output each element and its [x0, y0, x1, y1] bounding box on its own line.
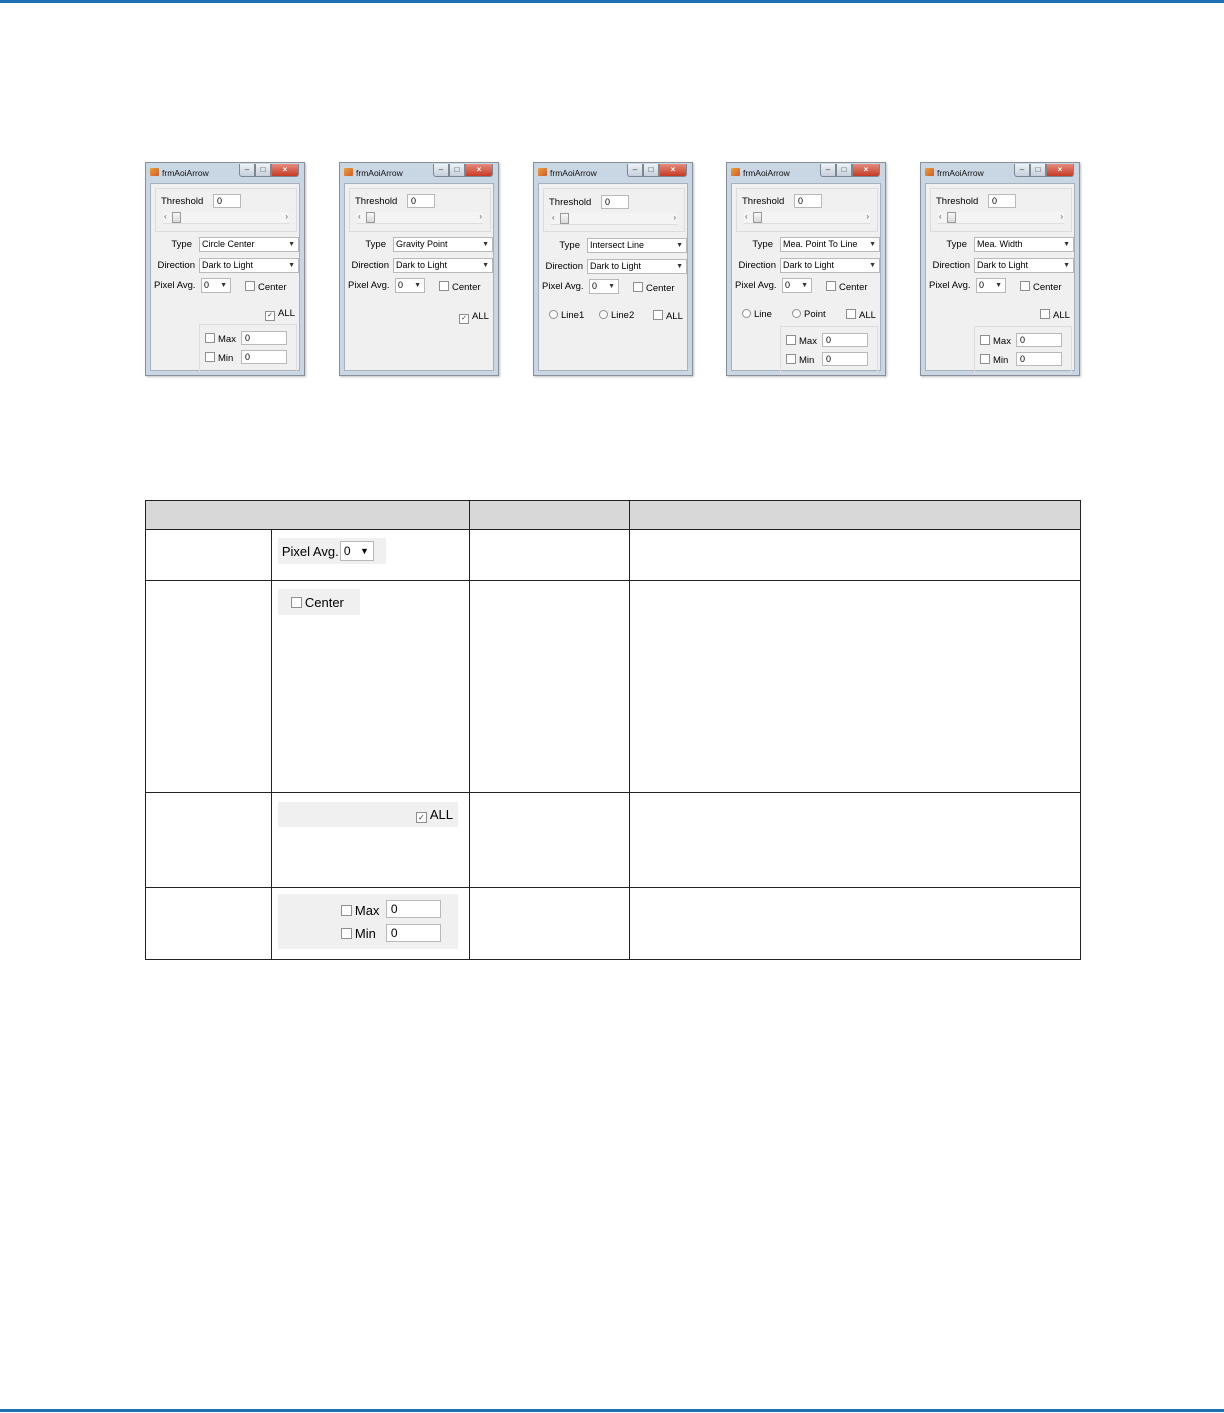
all-label: ALL: [859, 310, 876, 321]
type-value: Intersect Line: [590, 240, 645, 250]
checkbox-checked-icon[interactable]: ✓: [416, 812, 427, 823]
client-area: [150, 183, 300, 371]
minimize-icon[interactable]: –: [433, 164, 449, 177]
table-cell: [271, 793, 469, 888]
chevron-down-icon: ▼: [220, 282, 227, 289]
threshold-slider[interactable]: [938, 212, 1064, 224]
all-checkbox[interactable]: [416, 807, 453, 823]
threshold-input[interactable]: 0: [988, 194, 1016, 208]
table-cell: [469, 793, 630, 888]
line2-label: Line2: [611, 310, 635, 321]
pixel-avg-dropdown[interactable]: [976, 278, 1006, 293]
table-header-cell: [630, 501, 1081, 530]
chevron-down-icon: ▼: [482, 262, 489, 269]
direction-value: Dark to Light: [396, 260, 448, 270]
checkbox-icon[interactable]: [846, 309, 856, 319]
center-checkbox[interactable]: [826, 281, 868, 293]
direction-value: Dark to Light: [202, 260, 254, 270]
all-checkbox[interactable]: [265, 308, 295, 321]
scroll-right-icon[interactable]: ›: [866, 212, 869, 221]
window-title: frmAoiArrow: [743, 168, 790, 178]
direction-label: Direction: [545, 261, 583, 272]
threshold-label: Threshold: [742, 196, 785, 207]
type-dropdown[interactable]: [199, 237, 299, 252]
pixel-avg-value: 0: [979, 280, 985, 290]
max-label: Max: [993, 336, 1011, 347]
pixel-avg-dropdown[interactable]: [340, 541, 374, 561]
window-title: frmAoiArrow: [356, 168, 403, 178]
center-snippet: [278, 589, 360, 615]
table-header-cell: [469, 501, 630, 530]
max-input[interactable]: 0: [386, 900, 441, 918]
pixel-avg-dropdown[interactable]: [201, 278, 231, 293]
direction-dropdown[interactable]: [199, 258, 299, 273]
threshold-input[interactable]: 0: [601, 195, 629, 209]
table-cell: [630, 793, 1081, 888]
table-cell: [630, 581, 1081, 793]
all-checkbox[interactable]: [459, 311, 489, 324]
table-row-pixel-avg: [146, 530, 1081, 581]
point-radio[interactable]: [792, 309, 826, 320]
direction-label: Direction: [351, 260, 389, 271]
dialog-window-mea-point-to-line: [726, 162, 886, 376]
close-icon[interactable]: ×: [465, 164, 493, 177]
pixel-avg-label: Pixel Avg.: [154, 280, 196, 291]
chevron-down-icon: ▼: [995, 282, 1002, 289]
direction-label: Direction: [932, 260, 970, 271]
all-checkbox[interactable]: [653, 310, 683, 322]
type-value: Mea. Width: [977, 239, 1023, 249]
scroll-left-icon[interactable]: ‹: [164, 212, 167, 221]
max-label: Max: [799, 336, 817, 347]
app-icon: [344, 168, 353, 176]
table-cell: [271, 530, 469, 581]
window-title: frmAoiArrow: [162, 168, 209, 178]
threshold-label: Threshold: [355, 196, 398, 207]
checkbox-icon[interactable]: [1020, 281, 1030, 291]
max-input[interactable]: 0: [822, 333, 868, 347]
line-radio[interactable]: [742, 309, 772, 320]
direction-label: Direction: [738, 260, 776, 271]
pixel-avg-value: 0: [204, 280, 210, 290]
point-label: Point: [804, 309, 826, 320]
checkbox-checked-icon[interactable]: ✓: [265, 311, 275, 321]
scroll-left-icon[interactable]: ‹: [552, 213, 555, 222]
table-cell: [469, 888, 630, 960]
pixel-avg-value: 0: [398, 280, 404, 290]
pixel-avg-label: Pixel Avg.: [281, 544, 339, 559]
pixel-avg-value: 0: [343, 544, 351, 558]
direction-dropdown[interactable]: [974, 258, 1074, 273]
checkbox-icon[interactable]: [786, 354, 796, 364]
checkbox-icon[interactable]: [826, 281, 836, 291]
all-label: ALL: [278, 308, 295, 319]
chevron-down-icon: ▼: [676, 242, 683, 249]
center-checkbox[interactable]: [291, 595, 344, 610]
center-label: Center: [304, 595, 344, 610]
table-row-center: [146, 581, 1081, 793]
type-label: Type: [171, 239, 192, 250]
maximize-icon[interactable]: □: [1030, 164, 1046, 177]
scroll-right-icon[interactable]: ›: [285, 212, 288, 221]
direction-label: Direction: [157, 260, 195, 271]
minimize-icon[interactable]: –: [239, 164, 255, 177]
max-checkbox[interactable]: [205, 333, 236, 345]
scroll-right-icon[interactable]: ›: [1060, 212, 1063, 221]
min-label: Min: [218, 353, 234, 364]
direction-dropdown[interactable]: [393, 258, 493, 273]
top-rule: [0, 0, 1224, 3]
direction-value: Dark to Light: [977, 260, 1029, 270]
app-icon: [925, 168, 934, 176]
dialog-window-intersect-line: [533, 162, 693, 376]
radio-icon[interactable]: [792, 309, 801, 318]
threshold-slider[interactable]: [551, 213, 677, 225]
table-row-max-min: [146, 888, 1081, 960]
table-cell: [630, 530, 1081, 581]
title-bar[interactable]: [921, 163, 1079, 183]
table-header-cell: [146, 501, 470, 530]
threshold-label: Threshold: [161, 196, 204, 207]
title-bar[interactable]: [534, 163, 692, 183]
app-icon: [731, 168, 740, 176]
close-icon[interactable]: ×: [659, 164, 687, 177]
chevron-down-icon: ▼: [359, 546, 369, 556]
close-icon[interactable]: ×: [1046, 164, 1074, 177]
parameter-table: [145, 500, 1081, 960]
chevron-down-icon: ▼: [869, 241, 876, 248]
min-input[interactable]: 0: [1016, 352, 1062, 366]
all-label: ALL: [1053, 310, 1070, 321]
chevron-down-icon: ▼: [869, 262, 876, 269]
threshold-input[interactable]: 0: [794, 194, 822, 208]
table-cell: [271, 888, 469, 960]
checkbox-icon[interactable]: [1040, 309, 1050, 319]
title-bar[interactable]: [727, 163, 885, 183]
table-cell: [146, 530, 272, 581]
table-cell: [469, 530, 630, 581]
slider-thumb[interactable]: [560, 213, 569, 224]
window-title: frmAoiArrow: [937, 168, 984, 178]
min-checkbox[interactable]: [341, 926, 376, 941]
checkbox-icon[interactable]: [980, 354, 990, 364]
type-dropdown[interactable]: [974, 237, 1074, 252]
scroll-left-icon[interactable]: ‹: [939, 212, 942, 221]
scroll-right-icon[interactable]: ›: [479, 212, 482, 221]
threshold-input[interactable]: 0: [407, 194, 435, 208]
center-label: Center: [839, 282, 868, 293]
close-icon[interactable]: ×: [852, 164, 880, 177]
max-checkbox[interactable]: [980, 335, 1011, 347]
table-cell: [630, 888, 1081, 960]
max-label: Max: [354, 903, 380, 918]
max-label: Max: [218, 334, 236, 345]
bottom-rule: [0, 1409, 1224, 1412]
minimize-icon[interactable]: –: [1014, 164, 1030, 177]
maximize-icon[interactable]: □: [643, 164, 659, 177]
pixel-avg-dropdown[interactable]: [782, 278, 812, 293]
chevron-down-icon: ▼: [288, 241, 295, 248]
title-bar[interactable]: [146, 163, 304, 183]
maximize-icon[interactable]: □: [836, 164, 852, 177]
chevron-down-icon: ▼: [801, 282, 808, 289]
all-label: ALL: [666, 311, 683, 322]
slider-thumb[interactable]: [947, 212, 956, 223]
pixel-avg-value: 0: [592, 281, 598, 291]
title-bar[interactable]: [340, 163, 498, 183]
checkbox-icon[interactable]: [980, 335, 990, 345]
center-label: Center: [258, 282, 287, 293]
table-cell: [146, 581, 272, 793]
chevron-down-icon: ▼: [1063, 262, 1070, 269]
minimize-icon[interactable]: –: [820, 164, 836, 177]
direction-dropdown[interactable]: [780, 258, 880, 273]
maximize-icon[interactable]: □: [255, 164, 271, 177]
pixel-avg-value: 0: [785, 280, 791, 290]
min-checkbox[interactable]: [205, 352, 233, 364]
checkbox-icon[interactable]: [291, 597, 302, 608]
max-checkbox[interactable]: [341, 903, 380, 918]
type-label: Type: [365, 239, 386, 250]
min-checkbox[interactable]: [786, 354, 814, 366]
direction-dropdown[interactable]: [587, 259, 687, 274]
table-cell: [146, 888, 272, 960]
chevron-down-icon: ▼: [414, 282, 421, 289]
client-area: [925, 183, 1075, 371]
radio-icon[interactable]: [549, 310, 558, 319]
all-checkbox[interactable]: [846, 309, 876, 321]
table-header-row: [146, 501, 1081, 530]
pixel-avg-label: Pixel Avg.: [929, 280, 971, 291]
radio-icon[interactable]: [742, 309, 751, 318]
min-input[interactable]: 0: [241, 350, 287, 364]
type-label: Type: [752, 239, 773, 250]
center-checkbox[interactable]: [633, 282, 675, 294]
client-area: [538, 183, 688, 371]
line-label: Line: [754, 309, 772, 320]
slider-thumb[interactable]: [753, 212, 762, 223]
table-cell: [271, 581, 469, 793]
client-area: [344, 183, 494, 371]
dialog-window-gravity-point: [339, 162, 499, 376]
all-label: ALL: [429, 807, 453, 822]
chevron-down-icon: ▼: [288, 262, 295, 269]
checkbox-icon[interactable]: [245, 281, 255, 291]
type-value: Mea. Point To Line: [783, 239, 858, 249]
min-label: Min: [993, 355, 1009, 366]
center-label: Center: [1033, 282, 1062, 293]
pixel-avg-label: Pixel Avg.: [735, 280, 777, 291]
direction-value: Dark to Light: [783, 260, 835, 270]
chevron-down-icon: ▼: [608, 283, 615, 290]
pixel-avg-snippet: [278, 538, 386, 564]
slider-thumb[interactable]: [172, 212, 181, 223]
type-dropdown[interactable]: [393, 237, 493, 252]
close-icon[interactable]: ×: [271, 164, 299, 177]
type-dropdown[interactable]: [780, 237, 880, 252]
threshold-label: Threshold: [936, 196, 979, 207]
center-checkbox[interactable]: [1020, 281, 1062, 293]
chevron-down-icon: ▼: [676, 263, 683, 270]
checkbox-icon[interactable]: [439, 281, 449, 291]
threshold-label: Threshold: [549, 197, 592, 208]
scroll-left-icon[interactable]: ‹: [358, 212, 361, 221]
max-checkbox[interactable]: [786, 335, 817, 347]
line1-radio[interactable]: [549, 310, 584, 321]
min-label: Min: [354, 926, 376, 941]
table-row-all: [146, 793, 1081, 888]
pixel-avg-dropdown[interactable]: [395, 278, 425, 293]
checkbox-icon[interactable]: [633, 282, 643, 292]
type-label: Type: [946, 239, 967, 250]
window-title: frmAoiArrow: [550, 168, 597, 178]
direction-value: Dark to Light: [590, 261, 642, 271]
min-input[interactable]: 0: [386, 924, 441, 942]
slider-thumb[interactable]: [366, 212, 375, 223]
type-label: Type: [559, 240, 580, 251]
min-checkbox[interactable]: [980, 354, 1008, 366]
max-input[interactable]: 0: [241, 331, 287, 345]
checkbox-icon[interactable]: [341, 928, 352, 939]
center-label: Center: [646, 283, 675, 294]
app-icon: [150, 168, 159, 176]
chevron-down-icon: ▼: [482, 241, 489, 248]
dialog-window-mea-width: [920, 162, 1080, 376]
pixel-avg-label: Pixel Avg.: [542, 281, 584, 292]
checkbox-icon[interactable]: [786, 335, 796, 345]
checkbox-icon[interactable]: [341, 905, 352, 916]
pixel-avg-dropdown[interactable]: [589, 279, 619, 294]
max-min-snippet: [278, 894, 458, 949]
minimize-icon[interactable]: –: [627, 164, 643, 177]
checkbox-icon[interactable]: [205, 352, 215, 362]
table-cell: [146, 793, 272, 888]
center-checkbox[interactable]: [439, 281, 481, 293]
line2-radio[interactable]: [599, 310, 634, 321]
threshold-slider[interactable]: [357, 212, 483, 224]
threshold-slider[interactable]: [163, 212, 289, 224]
threshold-input[interactable]: 0: [213, 194, 241, 208]
dialog-window-circle-center: [145, 162, 305, 376]
max-input[interactable]: 0: [1016, 333, 1062, 347]
type-value: Circle Center: [202, 239, 255, 249]
chevron-down-icon: ▼: [1063, 241, 1070, 248]
type-dropdown[interactable]: [587, 238, 687, 253]
min-label: Min: [799, 355, 815, 366]
all-label: ALL: [472, 311, 489, 322]
all-snippet: [278, 802, 458, 827]
center-label: Center: [452, 282, 481, 293]
maximize-icon[interactable]: □: [449, 164, 465, 177]
app-icon: [538, 168, 547, 176]
min-input[interactable]: 0: [822, 352, 868, 366]
checkbox-icon[interactable]: [205, 333, 215, 343]
all-checkbox[interactable]: [1040, 309, 1070, 321]
center-checkbox[interactable]: [245, 281, 287, 293]
threshold-slider[interactable]: [744, 212, 870, 224]
checkbox-icon[interactable]: [653, 310, 663, 320]
radio-icon[interactable]: [599, 310, 608, 319]
scroll-right-icon[interactable]: ›: [673, 213, 676, 222]
type-value: Gravity Point: [396, 239, 448, 249]
client-area: [731, 183, 881, 371]
line1-label: Line1: [561, 310, 585, 321]
pixel-avg-label: Pixel Avg.: [348, 280, 390, 291]
table-cell: [469, 581, 630, 793]
scroll-left-icon[interactable]: ‹: [745, 212, 748, 221]
checkbox-checked-icon[interactable]: ✓: [459, 314, 469, 324]
